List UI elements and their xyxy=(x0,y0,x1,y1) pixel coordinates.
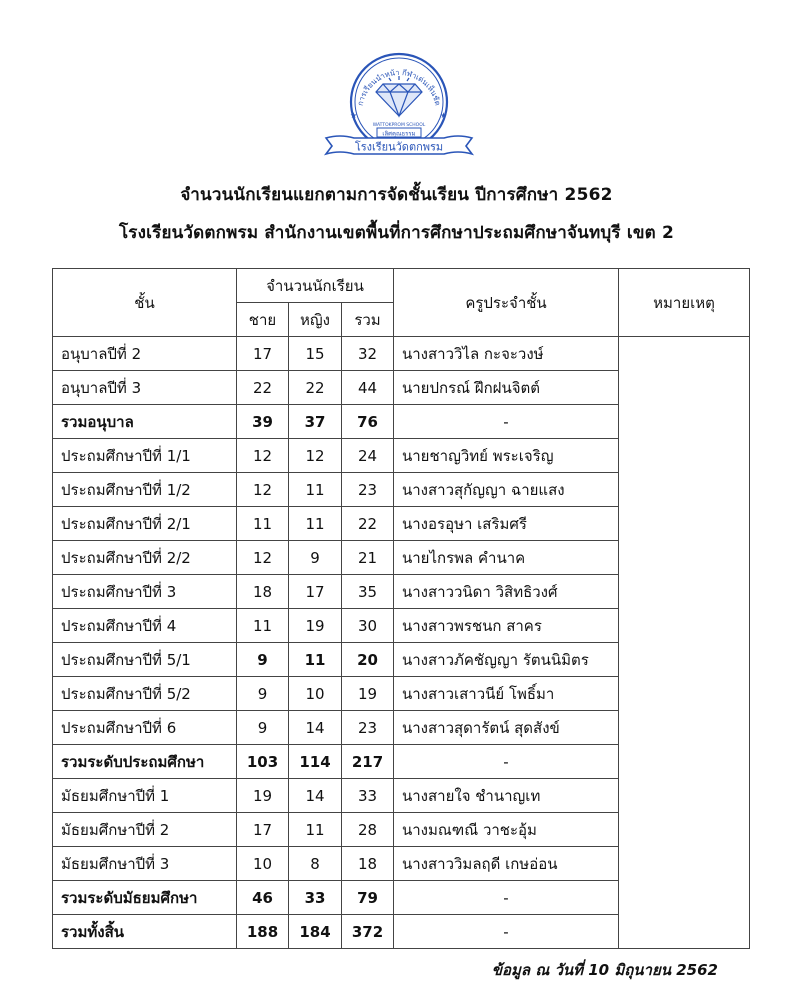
male-cell: 9 xyxy=(237,711,289,745)
female-cell: 114 xyxy=(289,745,342,779)
teacher-cell: - xyxy=(394,881,619,915)
male-cell: 11 xyxy=(237,507,289,541)
male-cell: 188 xyxy=(237,915,289,949)
female-cell: 11 xyxy=(289,507,342,541)
logo-arc-text: การเรียนนำหน้า กีฬาเด่นเห็นชัด xyxy=(355,67,443,107)
grade-cell: รวมระดับประถมศึกษา xyxy=(53,745,237,779)
grade-cell: มัธยมศึกษาปีที่ 1 xyxy=(53,779,237,813)
svg-text:★: ★ xyxy=(350,111,358,120)
male-cell: 12 xyxy=(237,439,289,473)
grade-cell: ประถมศึกษาปีที่ 1/1 xyxy=(53,439,237,473)
male-cell: 10 xyxy=(237,847,289,881)
svg-text:★: ★ xyxy=(440,111,448,120)
grade-cell: ประถมศึกษาปีที่ 2/2 xyxy=(53,541,237,575)
teacher-cell: นายปกรณ์ ฝึกฝนจิตต์ xyxy=(394,371,619,405)
grade-cell: รวมทั้งสิ้น xyxy=(53,915,237,949)
male-cell: 46 xyxy=(237,881,289,915)
document-subtitle: โรงเรียนวัดตกพรม สำนักงานเขตพื้นที่การศึกษาประถมศึกษาจันทบุรี เขต 2 xyxy=(118,223,675,243)
total-cell: 18 xyxy=(342,847,394,881)
total-cell: 76 xyxy=(342,405,394,439)
male-cell: 19 xyxy=(237,779,289,813)
header-students: จำนวนนักเรียน xyxy=(237,269,394,303)
female-cell: 15 xyxy=(289,337,342,371)
grade-cell: ประถมศึกษาปีที่ 3 xyxy=(53,575,237,609)
header-grade: ชั้น xyxy=(53,269,237,337)
grade-cell: รวมอนุบาล xyxy=(53,405,237,439)
total-cell: 23 xyxy=(342,711,394,745)
grade-cell: อนุบาลปีที่ 2 xyxy=(53,337,237,371)
female-cell: 19 xyxy=(289,609,342,643)
table-row xyxy=(53,337,750,371)
total-cell: 44 xyxy=(342,371,394,405)
male-cell: 39 xyxy=(237,405,289,439)
male-cell: 17 xyxy=(237,813,289,847)
grade-cell: มัธยมศึกษาปีที่ 2 xyxy=(53,813,237,847)
diamond-icon xyxy=(376,76,422,116)
total-cell: 35 xyxy=(342,575,394,609)
female-cell: 14 xyxy=(289,711,342,745)
logo-english: WATTOKPROM SCHOOL xyxy=(372,123,426,128)
female-cell: 184 xyxy=(289,915,342,949)
total-cell: 21 xyxy=(342,541,394,575)
total-cell: 32 xyxy=(342,337,394,371)
male-cell: 9 xyxy=(237,643,289,677)
grade-cell: ประถมศึกษาปีที่ 6 xyxy=(53,711,237,745)
male-cell: 22 xyxy=(237,371,289,405)
male-cell: 9 xyxy=(237,677,289,711)
female-cell: 9 xyxy=(289,541,342,575)
grade-cell: ประถมศึกษาปีที่ 5/1 xyxy=(53,643,237,677)
teacher-cell: นางมณฑณี วาชะอุ้ม xyxy=(394,813,619,847)
total-cell: 372 xyxy=(342,915,394,949)
grade-cell: รวมระดับมัธยมศึกษา xyxy=(53,881,237,915)
male-cell: 17 xyxy=(237,337,289,371)
grade-cell: ประถมศึกษาปีที่ 5/2 xyxy=(53,677,237,711)
header-total: รวม xyxy=(342,303,394,337)
male-cell: 18 xyxy=(237,575,289,609)
header-remarks: หมายเหตุ xyxy=(619,269,750,337)
female-cell: 22 xyxy=(289,371,342,405)
total-cell: 23 xyxy=(342,473,394,507)
table-body xyxy=(53,337,750,949)
teacher-cell: นางสาววนิดา วิสิทธิวงศ์ xyxy=(394,575,619,609)
teacher-cell: นางสาววิมลฤดี เกษอ่อน xyxy=(394,847,619,881)
grade-cell: ประถมศึกษาปีที่ 2/1 xyxy=(53,507,237,541)
male-cell: 12 xyxy=(237,473,289,507)
total-cell: 19 xyxy=(342,677,394,711)
female-cell: 11 xyxy=(289,813,342,847)
teacher-cell: - xyxy=(394,915,619,949)
total-cell: 28 xyxy=(342,813,394,847)
male-cell: 103 xyxy=(237,745,289,779)
school-logo xyxy=(320,42,478,160)
female-cell: 33 xyxy=(289,881,342,915)
teacher-cell: นางสาวเสาวนีย์ โพธิ์มา xyxy=(394,677,619,711)
grade-cell: ประถมศึกษาปีที่ 1/2 xyxy=(53,473,237,507)
teacher-cell: นางสาววิไล กะจะวงษ์ xyxy=(394,337,619,371)
total-cell: 33 xyxy=(342,779,394,813)
data-date-note: ข้อมูล ณ วันที่ 10 มิถุนายน 2562 xyxy=(491,961,718,979)
teacher-cell: นางสาวสุดารัตน์ สุดสังข์ xyxy=(394,711,619,745)
total-cell: 20 xyxy=(342,643,394,677)
female-cell: 12 xyxy=(289,439,342,473)
teacher-cell: - xyxy=(394,745,619,779)
student-table xyxy=(52,268,750,949)
teacher-cell: นางอรอุษา เสริมศรี xyxy=(394,507,619,541)
female-cell: 10 xyxy=(289,677,342,711)
remarks-cell xyxy=(619,337,750,949)
total-cell: 79 xyxy=(342,881,394,915)
teacher-cell: นายไกรพล คำนาค xyxy=(394,541,619,575)
teacher-cell: นางสายใจ ชำนาญเท xyxy=(394,779,619,813)
female-cell: 11 xyxy=(289,643,342,677)
female-cell: 14 xyxy=(289,779,342,813)
total-cell: 217 xyxy=(342,745,394,779)
grade-cell: มัธยมศึกษาปีที่ 3 xyxy=(53,847,237,881)
document-title: จำนวนนักเรียนแยกตามการจัดชั้นเรียน ปีการศึกษา 2562 xyxy=(180,185,613,205)
male-cell: 11 xyxy=(237,609,289,643)
female-cell: 37 xyxy=(289,405,342,439)
total-cell: 22 xyxy=(342,507,394,541)
female-cell: 8 xyxy=(289,847,342,881)
male-cell: 12 xyxy=(237,541,289,575)
logo-banner: โรงเรียนวัดตกพรม xyxy=(354,140,444,154)
female-cell: 11 xyxy=(289,473,342,507)
teacher-cell: นางสาวพรชนก สาคร xyxy=(394,609,619,643)
teacher-cell: นางสาวสุกัญญา ฉายแสง xyxy=(394,473,619,507)
teacher-cell: นางสาวภัคชัญญา รัตนนิมิตร xyxy=(394,643,619,677)
logo-motto: เลิศคุณธรรม xyxy=(382,130,416,138)
female-cell: 17 xyxy=(289,575,342,609)
header-female: หญิง xyxy=(289,303,342,337)
grade-cell: อนุบาลปีที่ 3 xyxy=(53,371,237,405)
total-cell: 24 xyxy=(342,439,394,473)
total-cell: 30 xyxy=(342,609,394,643)
teacher-cell: - xyxy=(394,405,619,439)
teacher-cell: นายชาญวิทย์ พระเจริญ xyxy=(394,439,619,473)
header-teacher: ครูประจำชั้น xyxy=(394,269,619,337)
grade-cell: ประถมศึกษาปีที่ 4 xyxy=(53,609,237,643)
table-header xyxy=(53,269,750,337)
header-male: ชาย xyxy=(237,303,289,337)
